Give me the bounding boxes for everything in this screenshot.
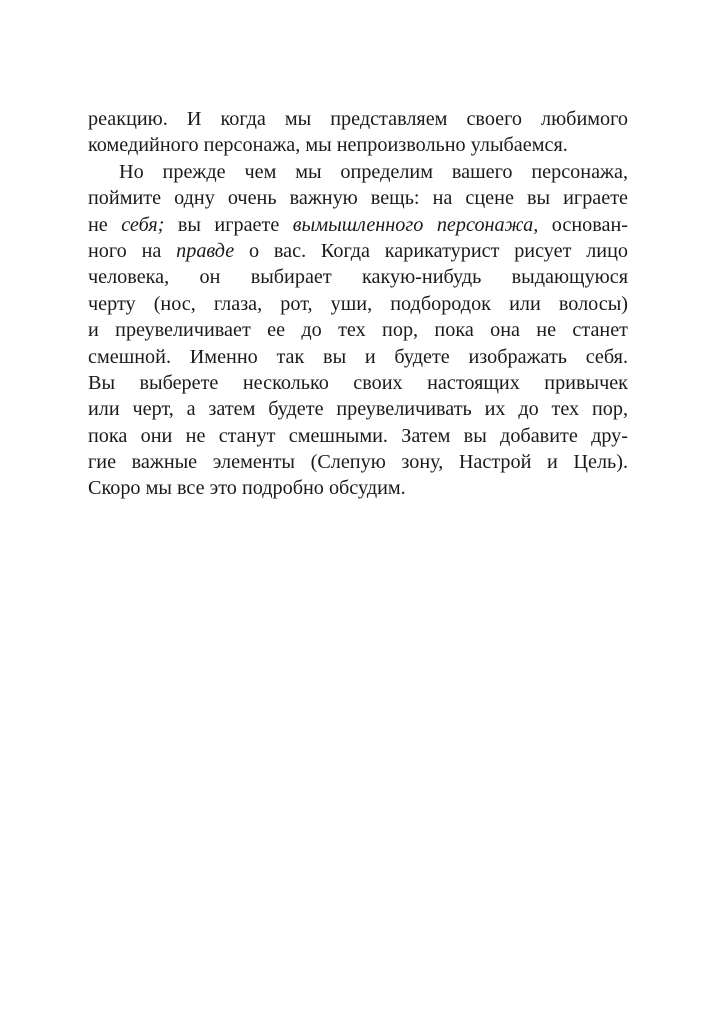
text-segment: и преувеличивает ее до тех пор, пока она не станет <box>88 319 628 342</box>
text-line <box>88 449 628 475</box>
text-line <box>88 212 628 238</box>
italic-text-segment: себя; <box>121 213 165 236</box>
text-line <box>88 344 628 370</box>
text-line <box>88 317 628 343</box>
text-line <box>88 475 628 501</box>
body-text <box>88 106 628 502</box>
text-segment: основан- <box>538 213 628 236</box>
text-segment: поймите одну очень важную вещь: на сцене вы играете <box>88 187 628 210</box>
text-segment: пока они не станут смешными. Затем вы добавите дру- <box>88 424 628 447</box>
text-line <box>88 423 628 449</box>
text-segment: о вас. Когда карикатурист рисует лицо <box>234 239 628 262</box>
text-segment: черту (нос, глаза, рот, уши, подбородок или волосы) <box>88 292 628 315</box>
text-segment: Скоро мы все это подробно обсудим. <box>88 477 406 500</box>
text-segment: гие важные элементы (Слепую зону, Настрой и Цель). <box>88 451 628 474</box>
text-line <box>88 370 628 396</box>
text-line <box>88 132 628 158</box>
text-segment: реакцию. И когда мы представляем своего любимого <box>88 108 628 130</box>
text-line <box>88 396 628 422</box>
text-line <box>88 159 628 185</box>
italic-text-segment: правде <box>176 239 235 262</box>
italic-text-segment: вымышленного персонажа, <box>292 213 539 236</box>
text-segment: смешной. Именно так вы и будете изображать себя. <box>88 345 628 368</box>
text-line <box>88 238 628 264</box>
text-segment: ного на <box>88 239 177 262</box>
text-line <box>88 106 628 132</box>
text-segment: человека, он выбирает какую-нибудь выдающуюся <box>88 266 628 289</box>
text-segment: не <box>88 213 122 236</box>
text-segment: вы играете <box>164 213 293 236</box>
text-segment: Но прежде чем мы определим вашего персонажа, <box>119 160 628 183</box>
text-segment: комедийного персонажа, мы непроизвольно улыбаемся. <box>88 134 568 157</box>
text-line <box>88 185 628 211</box>
text-line <box>88 291 628 317</box>
text-segment: Вы выберете несколько своих настоящих привычек <box>88 371 628 394</box>
text-segment: или черт, а затем будете преувеличивать их до тех пор, <box>88 398 628 421</box>
text-line <box>88 264 628 290</box>
